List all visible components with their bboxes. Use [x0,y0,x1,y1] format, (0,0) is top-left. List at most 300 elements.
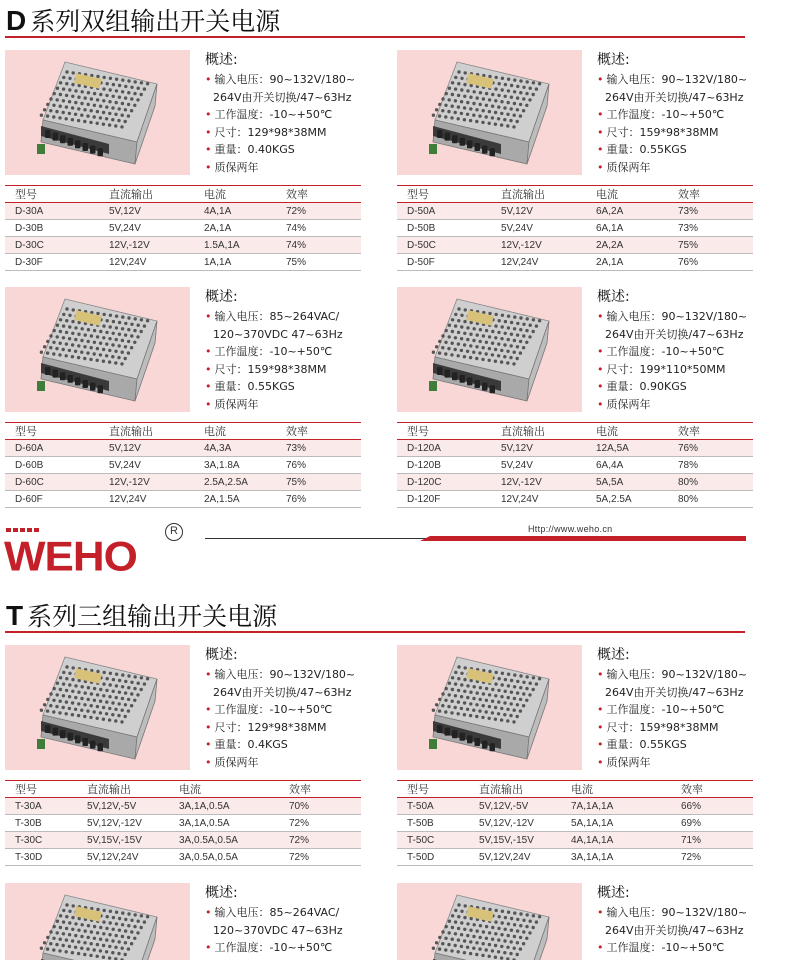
bullet-icon: • [597,703,604,716]
table-cell: 73% [274,440,361,457]
spec-line [597,939,757,957]
bullet-icon: • [597,397,604,411]
table-row [397,474,753,491]
bullet-icon: • [205,362,212,376]
column-header: 电流 [192,423,274,440]
bullet-icon: • [597,380,604,393]
column-header: 直流输出 [75,781,167,798]
table-row [397,440,753,457]
bullet-icon: • [205,143,212,156]
table-cell: T-30B [5,815,75,832]
product-photo [5,645,190,770]
table-cell: T-50A [397,798,467,815]
table-cell: 71% [669,832,753,849]
column-header: 效率 [666,186,753,203]
table-cell: T-50D [397,849,467,866]
spec-line [597,904,757,922]
description-title: 概述: [205,647,238,663]
weho-logo: WEHO [4,533,137,580]
table-cell: D-60F [5,491,97,508]
table-cell: 5V,12V,24V [75,849,167,866]
product-description [205,50,365,176]
table-cell: 5V,12V [97,203,192,220]
table-cell: 6A,2A [584,203,666,220]
column-header: 型号 [5,423,97,440]
table-cell: 5V,24V [489,457,584,474]
brand-row [0,520,790,580]
table-row [397,832,753,849]
website-url[interactable]: Http://www.weho.cn [528,524,613,534]
spec-text: 264V由开关切换/47~63Hz [605,923,744,937]
spec-line [205,343,365,361]
table-header-row [397,781,753,798]
section-title-text: 系列双组输出开关电源 [30,7,281,36]
table-cell: 12V,24V [97,491,192,508]
table-cell: T-50B [397,815,467,832]
spec-text: 质保两年 [606,160,651,174]
table-cell: 76% [666,254,753,271]
spec-text: 输入电压：85~264VAC/ [214,310,340,323]
bullet-icon: • [205,397,212,411]
table-row [397,491,753,508]
table-row [397,254,753,271]
table-row [5,798,361,815]
table-cell: 5A,1A,1A [559,815,669,832]
table-cell: 6A,1A [584,220,666,237]
product-description [205,287,365,413]
table-row [5,440,361,457]
spec-text: 重量：0.90KGS [606,380,687,393]
spec-text: 重量：0.55KGS [214,380,295,393]
spec-text: 质保两年 [214,397,259,411]
table-cell: 2A,2A [584,237,666,254]
spec-line [205,684,365,702]
title-rule [5,631,745,633]
table-row [5,474,361,491]
spec-text: 质保两年 [214,160,259,174]
spec-line [205,736,365,754]
spec-line [597,89,757,107]
table-cell: 3A,0.5A,0.5A [167,849,277,866]
spec-line [597,159,757,177]
table-cell: 5V,24V [97,220,192,237]
table-row [397,220,753,237]
product-photo [5,287,190,412]
bullet-icon: • [205,73,212,86]
column-header: 电流 [584,423,666,440]
spec-text: 尺寸：159*98*38MM [606,720,719,734]
table-cell: 2A,1A [584,254,666,271]
spec-text: 尺寸：199*110*50MM [606,362,726,376]
table-row [5,237,361,254]
table-cell: 5V,15V,-15V [75,832,167,849]
table-cell: 5V,24V [489,220,584,237]
table-cell: D-120F [397,491,489,508]
table-cell: D-60C [5,474,97,491]
bullet-icon: • [205,738,212,751]
table-cell: 5V,12V,-12V [467,815,559,832]
section-title-d [6,2,280,38]
table-cell: 5V,24V [97,457,192,474]
spec-line [205,939,365,957]
bullet-icon: • [597,310,604,323]
column-header: 效率 [274,423,361,440]
spec-table [5,185,361,271]
column-header: 效率 [274,186,361,203]
table-cell: 1A,1A [192,254,274,271]
table-cell: 5V,12V,-5V [75,798,167,815]
spec-text: 工作温度：-10~+50℃ [214,345,333,358]
spec-text: 重量：0.55KGS [606,738,687,751]
spec-text: 120~370VDC 47~63Hz [213,923,343,937]
table-cell: 76% [274,491,361,508]
spec-text: 重量：0.4KGS [214,738,288,751]
bullet-icon: • [597,108,604,121]
description-title: 概述: [205,52,238,68]
spec-text: 输入电压：90~132V/180~ [606,73,748,86]
bullet-icon: • [205,160,212,174]
spec-line [597,343,757,361]
bullet-icon: • [205,941,212,954]
table-cell: 1.5A,1A [192,237,274,254]
table-cell: T-30C [5,832,75,849]
table-cell: 4A,3A [192,440,274,457]
description-title: 概述: [597,647,630,663]
table-cell: D-120C [397,474,489,491]
column-header: 型号 [5,186,97,203]
table-cell: 76% [274,457,361,474]
description-title: 概述: [597,52,630,68]
table-header-row [397,186,753,203]
table-cell: 3A,1A,0.5A [167,815,277,832]
table-row [397,237,753,254]
table-cell: 80% [666,474,753,491]
spec-text: 输入电压：90~132V/180~ [606,668,748,681]
bullet-icon: • [205,906,212,919]
spec-table [397,422,753,508]
spec-text: 尺寸：129*98*38MM [214,720,327,734]
table-cell: 75% [274,254,361,271]
spec-line [205,124,365,142]
spec-line [205,106,365,124]
spec-line [597,754,757,772]
bullet-icon: • [597,941,604,954]
table-cell: 5V,12V,24V [467,849,559,866]
table-cell: D-30C [5,237,97,254]
bullet-icon: • [597,73,604,86]
spec-text: 重量：0.55KGS [606,143,687,156]
table-row [5,832,361,849]
bullet-icon: • [205,720,212,734]
product-description [597,287,757,413]
table-cell: D-50A [397,203,489,220]
power-supply-image [5,287,190,412]
section-title-text: 系列三组输出开关电源 [27,602,278,631]
column-header: 型号 [397,186,489,203]
table-cell: 72% [277,832,361,849]
product-photo [397,50,582,175]
spec-text: 工作温度：-10~+50℃ [214,941,333,954]
spec-line [597,684,757,702]
spec-line [205,159,365,177]
bullet-icon: • [205,310,212,323]
column-header: 效率 [666,423,753,440]
column-header: 直流输出 [467,781,559,798]
table-cell: 75% [666,237,753,254]
section-letter: D [6,5,27,36]
table-cell: 12V,24V [97,254,192,271]
spec-line [205,141,365,159]
column-header: 效率 [277,781,361,798]
table-cell: 3A,1A,0.5A [167,798,277,815]
table-row [5,220,361,237]
table-cell: 66% [669,798,753,815]
column-header: 直流输出 [97,423,192,440]
table-row [5,849,361,866]
table-cell: D-50F [397,254,489,271]
spec-line [205,719,365,737]
spec-line [597,736,757,754]
table-header-row [5,186,361,203]
table-cell: 12V,-12V [489,237,584,254]
spec-table [5,422,361,508]
table-cell: T-30D [5,849,75,866]
spec-line [597,361,757,379]
table-cell: 73% [666,220,753,237]
column-header: 直流输出 [489,186,584,203]
product-description [597,645,757,771]
table-cell: D-30B [5,220,97,237]
table-cell: 5A,5A [584,474,666,491]
spec-text: 质保两年 [606,755,651,769]
table-cell: 76% [666,440,753,457]
table-row [397,849,753,866]
bullet-icon: • [597,362,604,376]
power-supply-image [5,883,190,960]
spec-text: 输入电压：90~132V/180~ [214,668,356,681]
title-rule [5,36,745,38]
table-header-row [397,423,753,440]
spec-text: 工作温度：-10~+50℃ [606,345,725,358]
table-cell: 70% [277,798,361,815]
spec-text: 264V由开关切换/47~63Hz [605,685,744,699]
product-description [205,883,365,957]
table-cell: D-120B [397,457,489,474]
table-cell: D-60B [5,457,97,474]
spec-line [597,922,757,940]
table-cell: T-30A [5,798,75,815]
spec-text: 输入电压：90~132V/180~ [214,73,356,86]
table-cell: 74% [274,237,361,254]
bullet-icon: • [205,380,212,393]
description-title: 概述: [205,289,238,305]
table-cell: 72% [277,849,361,866]
spec-line [205,308,365,326]
table-cell: 5V,15V,-15V [467,832,559,849]
column-header: 型号 [397,781,467,798]
table-cell: D-30F [5,254,97,271]
spec-line [597,141,757,159]
column-header: 型号 [5,781,75,798]
power-supply-image [397,883,582,960]
table-row [397,815,753,832]
spec-table [397,185,753,271]
spec-line [597,378,757,396]
spec-text: 264V由开关切换/47~63Hz [213,685,352,699]
power-supply-image [397,645,582,770]
spec-line [205,701,365,719]
table-row [5,254,361,271]
table-cell: 3A,1A,1A [559,849,669,866]
spec-line [597,124,757,142]
table-cell: D-30A [5,203,97,220]
table-cell: 5V,12V,-5V [467,798,559,815]
table-cell: 2.5A,2.5A [192,474,274,491]
table-cell: 80% [666,491,753,508]
spec-text: 264V由开关切换/47~63Hz [605,327,744,341]
bullet-icon: • [205,345,212,358]
section-title-t [6,597,277,633]
table-cell: D-50B [397,220,489,237]
spec-text: 工作温度：-10~+50℃ [606,108,725,121]
bullet-icon: • [205,703,212,716]
table-cell: 5V,12V [97,440,192,457]
column-header: 直流输出 [489,423,584,440]
spec-text: 264V由开关切换/47~63Hz [605,90,744,104]
table-cell: 6A,4A [584,457,666,474]
bullet-icon: • [205,668,212,681]
bullet-icon: • [597,143,604,156]
table-cell: 3A,0.5A,0.5A [167,832,277,849]
column-header: 型号 [397,423,489,440]
bullet-icon: • [597,738,604,751]
description-title: 概述: [597,885,630,901]
spec-line [597,326,757,344]
table-row [397,798,753,815]
column-header: 效率 [669,781,753,798]
spec-line [205,378,365,396]
bullet-icon: • [597,345,604,358]
column-header: 电流 [559,781,669,798]
table-cell: 69% [669,815,753,832]
product-photo [5,50,190,175]
registered-mark: R [165,523,183,541]
column-header: 电流 [584,186,666,203]
table-cell: 5V,12V,-12V [75,815,167,832]
bullet-icon: • [597,125,604,139]
product-description [205,645,365,771]
spec-line [205,71,365,89]
table-cell: 12V,24V [489,491,584,508]
table-cell: 4A,1A [192,203,274,220]
spec-line [597,701,757,719]
spec-line [205,666,365,684]
spec-text: 质保两年 [214,755,259,769]
spec-text: 重量：0.40KGS [214,143,295,156]
description-title: 概述: [597,289,630,305]
product-photo [397,287,582,412]
spec-text: 工作温度：-10~+50℃ [606,703,725,716]
table-header-row [5,781,361,798]
table-row [5,491,361,508]
bullet-icon: • [597,160,604,174]
spec-text: 120~370VDC 47~63Hz [213,327,343,341]
table-row [5,815,361,832]
table-cell: 74% [274,220,361,237]
section-letter: T [6,600,24,631]
bullet-icon: • [597,720,604,734]
table-row [397,457,753,474]
spec-text: 质保两年 [606,397,651,411]
table-cell: 12V,24V [489,254,584,271]
brand-accent-bar [430,536,746,541]
product-photo [397,883,582,960]
table-cell: D-50C [397,237,489,254]
power-supply-image [397,287,582,412]
table-row [5,457,361,474]
table-cell: 72% [277,815,361,832]
spec-line [597,396,757,414]
column-header: 电流 [192,186,274,203]
spec-line [597,71,757,89]
spec-text: 工作温度：-10~+50℃ [214,108,333,121]
table-row [397,203,753,220]
table-cell: 4A,1A,1A [559,832,669,849]
table-cell: D-120A [397,440,489,457]
table-cell: 2A,1.5A [192,491,274,508]
table-row [5,203,361,220]
table-cell: 3A,1.8A [192,457,274,474]
product-description [597,50,757,176]
table-cell: 5V,12V [489,203,584,220]
spec-line [205,904,365,922]
spec-line [205,326,365,344]
column-header: 电流 [167,781,277,798]
table-cell: 72% [669,849,753,866]
spec-text: 工作温度：-10~+50℃ [214,703,333,716]
spec-line [205,361,365,379]
table-cell: 12V,-12V [97,474,192,491]
bullet-icon: • [205,108,212,121]
product-photo [5,883,190,960]
bullet-icon: • [597,906,604,919]
table-cell: 12V,-12V [489,474,584,491]
spec-line [597,719,757,737]
spec-line [597,106,757,124]
table-cell: T-50C [397,832,467,849]
table-cell: 12A,5A [584,440,666,457]
spec-text: 工作温度：-10~+50℃ [606,941,725,954]
spec-table [5,780,361,866]
table-cell: 72% [274,203,361,220]
bullet-icon: • [597,668,604,681]
spec-line [597,666,757,684]
table-cell: 5V,12V [489,440,584,457]
spec-text: 尺寸：129*98*38MM [214,125,327,139]
table-cell: 5A,2.5A [584,491,666,508]
column-header: 直流输出 [97,186,192,203]
bullet-icon: • [205,755,212,769]
bullet-icon: • [597,755,604,769]
spec-text: 输入电压：90~132V/180~ [606,906,748,919]
spec-line [205,754,365,772]
description-title: 概述: [205,885,238,901]
spec-line [205,922,365,940]
power-supply-image [397,50,582,175]
spec-line [597,308,757,326]
product-photo [397,645,582,770]
power-supply-image [5,645,190,770]
